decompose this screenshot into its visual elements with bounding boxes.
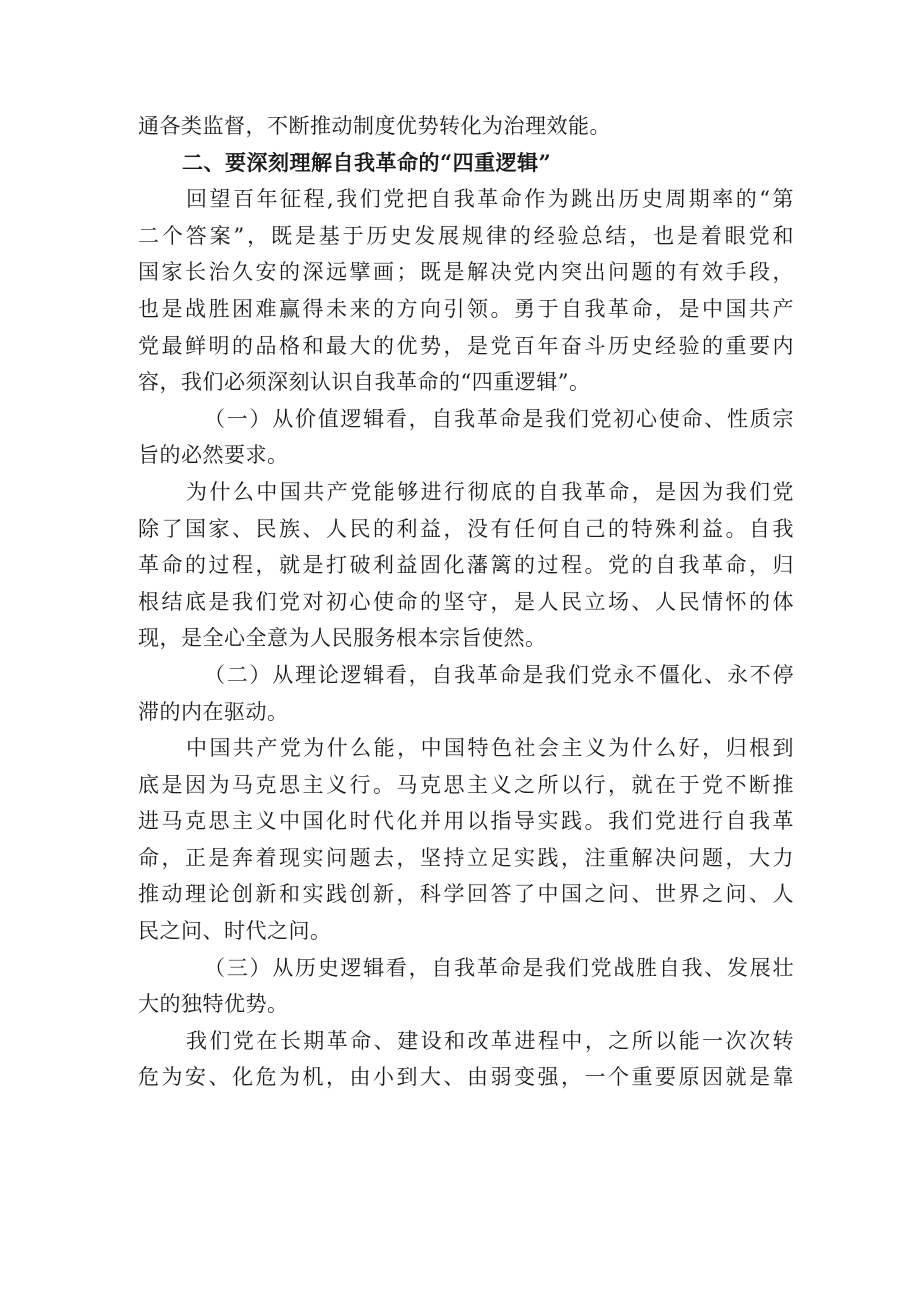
text-line: 我们党在长期革命、建设和改革进程中，之所以能一次次转 <box>186 1028 794 1053</box>
text-line: 现，是全心全意为人民服务根本宗旨使然。 <box>138 626 547 651</box>
text-line: 为什么中国共产党能够进行彻底的自我革命，是因为我们党 <box>186 479 794 504</box>
text-line: 根结底是我们党对初心使命的坚守，是人民立场、人民情怀的体 <box>138 589 794 614</box>
subheading-line: （三）从历史逻辑看，自我革命是我们党战胜自我、发展壮 <box>204 955 794 980</box>
text-line: 革命的过程，就是打破利益固化藩篱的过程。党的自我革命，归 <box>138 553 794 578</box>
subheading-line: （二）从理论逻辑看，自我革命是我们党永不僵化、永不停 <box>204 662 794 687</box>
text-line: 中国共产党为什么能，中国特色社会主义为什么好，归根到 <box>186 736 794 761</box>
text-line: 危为安、化危为机，由小到大、由弱变强，一个重要原因就是靠 <box>138 1065 794 1090</box>
text-line: 民之问、时代之问。 <box>138 919 332 944</box>
section-heading: 二、要深刻理解自我革命的“四重逻辑” <box>182 149 552 175</box>
text-line: 底是因为马克思主义行。马克思主义之所以行，就在于党不断推 <box>138 772 794 797</box>
subheading-line: 大的独特优势。 <box>138 992 289 1017</box>
text-line: 推动理论创新和实践创新，科学回答了中国之问、世界之问、人 <box>138 882 794 907</box>
text-line: 二个答案”，既是基于历史发展规律的经验总结，也是着眼党和 <box>138 223 794 248</box>
subheading-line: 滞的内在驱动。 <box>138 699 289 724</box>
subheading-line: 旨的必然要求。 <box>138 443 289 468</box>
document-page <box>138 108 794 1096</box>
text-line: 除了国家、民族、人民的利益，没有任何自己的特殊利益。自我 <box>138 516 794 541</box>
text-line: 进马克思主义中国化时代化并用以指导实践。我们党进行自我革 <box>138 809 794 834</box>
subheading-line: （一）从价值逻辑看，自我革命是我们党初心使命、性质宗 <box>204 406 794 431</box>
text-line: 也是战胜困难赢得未来的方向引领。勇于自我革命，是中国共产 <box>138 296 794 321</box>
text-line: 回望百年征程,我们党把自我革命作为跳出历史周期率的“第 <box>186 187 794 212</box>
text-line: 命，正是奔着现实问题去，坚持立足实践，注重解决问题，大力 <box>138 845 794 870</box>
text-line: 通各类监督，不断推动制度优势转化为治理效能。 <box>138 114 611 138</box>
text-line: 党最鲜明的品格和最大的优势，是党百年奋斗历史经验的重要内 <box>138 333 794 358</box>
text-line: 国家长治久安的深远擘画；既是解决党内突出问题的有效手段， <box>138 260 794 285</box>
text-line: 容，我们必须深刻认识自我革命的“四重逻辑”。 <box>138 370 591 395</box>
